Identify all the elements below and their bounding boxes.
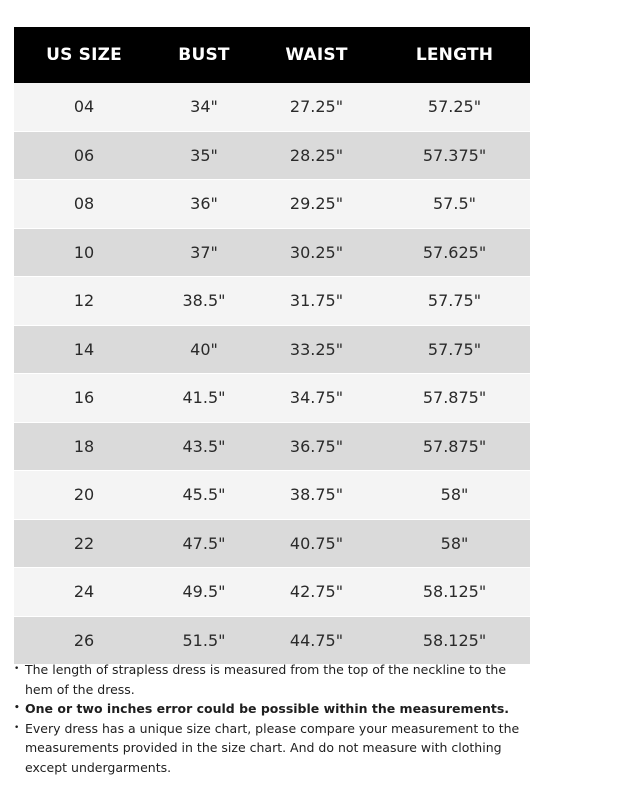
cell-us-size: 08 xyxy=(14,180,154,229)
cell-waist: 31.75" xyxy=(254,277,379,326)
cell-bust: 49.5" xyxy=(154,568,254,617)
cell-length: 58" xyxy=(379,471,530,520)
table-row xyxy=(14,374,530,423)
cell-waist: 30.25" xyxy=(254,228,379,277)
cell-waist: 36.75" xyxy=(254,422,379,471)
table-row xyxy=(14,325,530,374)
cell-waist: 34.75" xyxy=(254,374,379,423)
cell-us-size: 16 xyxy=(14,374,154,423)
header-bust: BUST xyxy=(154,27,254,83)
cell-length: 57.875" xyxy=(379,422,530,471)
cell-length: 57.875" xyxy=(379,374,530,423)
cell-waist: 28.25" xyxy=(254,131,379,180)
table-row xyxy=(14,228,530,277)
cell-us-size: 18 xyxy=(14,422,154,471)
cell-bust: 35" xyxy=(154,131,254,180)
cell-bust: 47.5" xyxy=(154,519,254,568)
cell-length: 57.375" xyxy=(379,131,530,180)
table-row xyxy=(14,277,530,326)
note-strapless-length: • The length of strapless dress is measured from the top of the neckline to the hem of the dress. xyxy=(14,660,534,699)
cell-length: 58.125" xyxy=(379,616,530,665)
cell-us-size: 10 xyxy=(14,228,154,277)
table-row xyxy=(14,180,530,229)
cell-bust: 38.5" xyxy=(154,277,254,326)
cell-bust: 40" xyxy=(154,325,254,374)
cell-bust: 37" xyxy=(154,228,254,277)
cell-us-size: 24 xyxy=(14,568,154,617)
table-row xyxy=(14,616,530,665)
cell-length: 57.25" xyxy=(379,83,530,131)
size-chart-table xyxy=(14,27,530,665)
cell-bust: 34" xyxy=(154,83,254,131)
header-waist: WAIST xyxy=(254,27,379,83)
cell-waist: 38.75" xyxy=(254,471,379,520)
cell-bust: 45.5" xyxy=(154,471,254,520)
cell-length: 58" xyxy=(379,519,530,568)
table-row xyxy=(14,422,530,471)
cell-waist: 29.25" xyxy=(254,180,379,229)
cell-length: 57.5" xyxy=(379,180,530,229)
cell-us-size: 14 xyxy=(14,325,154,374)
header-length: LENGTH xyxy=(379,27,530,83)
cell-us-size: 20 xyxy=(14,471,154,520)
header-us-size: US SIZE xyxy=(14,27,154,83)
cell-us-size: 04 xyxy=(14,83,154,131)
cell-length: 58.125" xyxy=(379,568,530,617)
cell-waist: 40.75" xyxy=(254,519,379,568)
cell-bust: 43.5" xyxy=(154,422,254,471)
cell-bust: 51.5" xyxy=(154,616,254,665)
size-notes-list xyxy=(14,660,534,777)
note-measurement-error: • One or two inches error could be possible within the measurements. xyxy=(14,699,534,719)
cell-waist: 44.75" xyxy=(254,616,379,665)
table-row xyxy=(14,131,530,180)
cell-waist: 27.25" xyxy=(254,83,379,131)
note-unique-size-chart: • Every dress has a unique size chart, please compare your measurement to the measurements provided in the size chart. And do not measure with clothing except undergarments. xyxy=(14,719,534,778)
table-row xyxy=(14,519,530,568)
cell-length: 57.75" xyxy=(379,325,530,374)
cell-bust: 36" xyxy=(154,180,254,229)
cell-us-size: 12 xyxy=(14,277,154,326)
cell-us-size: 06 xyxy=(14,131,154,180)
cell-us-size: 22 xyxy=(14,519,154,568)
cell-length: 57.75" xyxy=(379,277,530,326)
table-row xyxy=(14,471,530,520)
cell-length: 57.625" xyxy=(379,228,530,277)
cell-waist: 42.75" xyxy=(254,568,379,617)
table-row xyxy=(14,83,530,131)
cell-us-size: 26 xyxy=(14,616,154,665)
table-header-row xyxy=(14,27,530,83)
cell-waist: 33.25" xyxy=(254,325,379,374)
cell-bust: 41.5" xyxy=(154,374,254,423)
table-body xyxy=(14,83,530,665)
table-row xyxy=(14,568,530,617)
